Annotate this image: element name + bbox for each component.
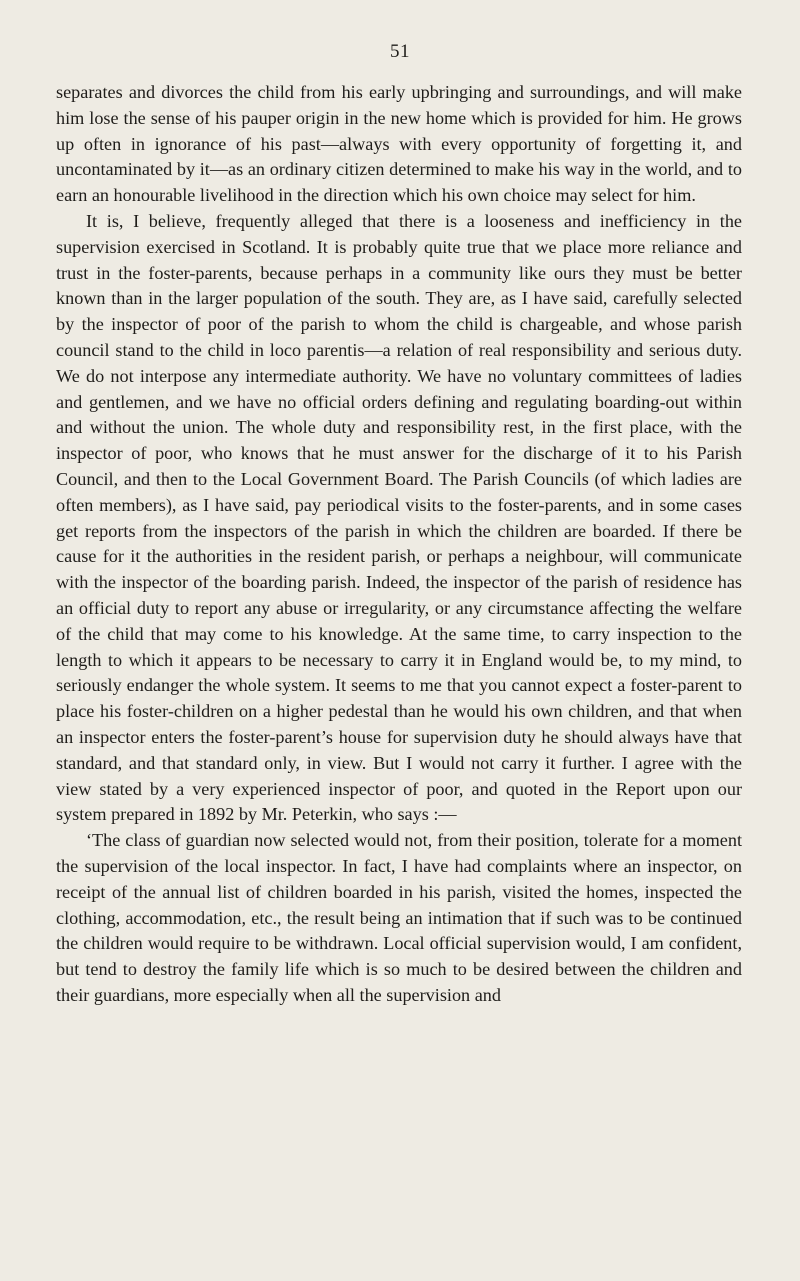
paragraph-quotation: ‘The class of guardian now selected would not, from their position, tolerate for a moment the supervision of the local inspector. In fact, I have had complaints where an inspector, on receipt of the annual list of children boarded in his parish, visited the homes, inspected the clothing, accommodation, etc., the result being an intimation that if such was to be continued the children would require to be withdrawn. Local official supervision would, I am confident, but tend to destroy the family life which is so much to be desired between the children and their guardians, more especially when all the supervision and	[56, 830, 742, 1005]
paragraph-supervision: It is, I believe, frequently alleged that there is a looseness and inefficiency in the supervision exercised in Scotland. It is probably quite true that we place more reliance and trust in the foster-parents, because perhaps in a community like ours they must be better known than in the larger population of the south. They are, as I have said, carefully selected by the inspector of poor of the parish to whom the child is chargeable, and whose parish council stand to the child in loco parentis—a relation of real responsibility and serious duty. We do not interpose any intermediate authority. We have no voluntary committees of ladies and gentlemen, and we have no official orders defining and regulating boarding-out within and without the union. The whole duty and responsibility rest, in the first place, with the inspector of poor, who knows that he must answer for the discharge of it to his Parish Council, and then to the Local Government Board. The Parish Councils (of which ladies are often members), as I have said, pay periodical visits to the foster-parents, and in some cases get reports from the inspectors of the parish in which the children are boarded. If there be cause for it the authorities in the resident parish, or perhaps a neighbour, will communicate with the inspector of the boarding parish. Indeed, the inspector of the parish of residence has an official duty to report any abuse or irregularity, or any circumstance affecting the welfare of the child that may come to his knowledge. At the same time, to carry inspection to the length to which it appears to be necessary to carry it in England would be, to my mind, to seriously endanger the whole system. It seems to me that you cannot expect a foster-parent to place his foster-children on a higher pedestal than he would his own children, and that when an inspector enters the foster-parent’s house for supervision duty he should always have that standard, and that standard only, in view. But I would not carry it further. I agree with the view stated by a very experienced inspector of poor, and quoted in the Report upon our system prepared in 1892 by Mr. Peterkin, who says :—	[56, 210, 742, 825]
paragraph-continuation: separates and divorces the child from his early upbringing and surroundings, and will make him lose the sense of his pauper origin in the new home which is provided for him. He grows up often in ignorance of his past—always with every opportunity of forgetting it, and uncontaminated by it—as an ordinary citizen determined to make his way in the world, and to earn an honourable livelihood in the direction which his own choice may select for him.	[56, 82, 742, 206]
body-text	[56, 80, 742, 1009]
page-number: 51	[390, 41, 410, 62]
